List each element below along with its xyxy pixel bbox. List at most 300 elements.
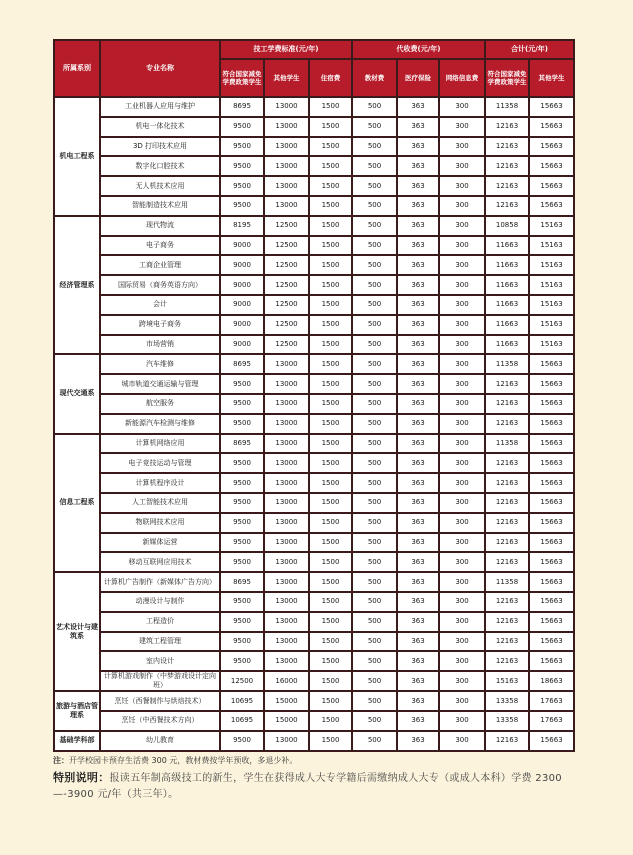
total-eligible-cell: 11358 (485, 434, 529, 454)
total-eligible-cell: 12163 (485, 374, 529, 394)
network-fee-cell: 300 (439, 612, 485, 632)
textbook-fee-cell: 500 (352, 493, 397, 513)
medical-insurance-cell: 363 (397, 414, 439, 434)
table-row (54, 354, 574, 374)
network-fee-cell: 300 (439, 473, 485, 493)
textbook-fee-cell: 500 (352, 374, 397, 394)
major-name-cell: 汽车维修 (100, 354, 220, 374)
lodging-fee-cell: 1500 (309, 711, 352, 731)
network-fee-cell: 300 (439, 414, 485, 434)
medical-insurance-cell: 363 (397, 533, 439, 553)
textbook-fee-cell: 500 (352, 295, 397, 315)
total-other-cell: 15663 (529, 434, 574, 454)
network-fee-cell: 300 (439, 453, 485, 473)
total-other-cell: 15663 (529, 513, 574, 533)
total-eligible-cell: 12163 (485, 651, 529, 671)
lodging-fee-cell: 1500 (309, 651, 352, 671)
total-other-cell: 15663 (529, 414, 574, 434)
total-eligible-cell: 11663 (485, 335, 529, 355)
total-other-cell: 15163 (529, 275, 574, 295)
total-eligible-cell: 12163 (485, 453, 529, 473)
major-name-cell: 电子竞技运动与管理 (100, 453, 220, 473)
medical-insurance-cell: 363 (397, 216, 439, 236)
textbook-fee-cell: 500 (352, 632, 397, 652)
total-eligible-cell: 11358 (485, 572, 529, 592)
tuition-other-cell: 13000 (264, 176, 309, 196)
network-fee-cell: 300 (439, 117, 485, 137)
tuition-other-cell: 12500 (264, 315, 309, 335)
major-name-cell: 工商企业管理 (100, 255, 220, 275)
lodging-fee-cell: 1500 (309, 691, 352, 711)
table-row (54, 691, 574, 711)
tuition-eligible-cell: 9500 (220, 513, 264, 533)
tuition-eligible-cell: 9500 (220, 196, 264, 216)
table-row (54, 592, 574, 612)
major-name-cell: 工业机器人应用与维护 (100, 97, 220, 117)
total-other-cell: 15163 (529, 315, 574, 335)
medical-insurance-cell: 363 (397, 434, 439, 454)
lodging-fee-cell: 1500 (309, 612, 352, 632)
tuition-other-cell: 13000 (264, 354, 309, 374)
network-fee-cell: 300 (439, 137, 485, 157)
major-name-cell: 室内设计 (100, 651, 220, 671)
medical-insurance-cell: 363 (397, 295, 439, 315)
total-eligible-cell: 12163 (485, 117, 529, 137)
total-other-cell: 15663 (529, 354, 574, 374)
lodging-fee-cell: 1500 (309, 513, 352, 533)
major-name-cell: 数字化口腔技术 (100, 156, 220, 176)
medical-insurance-cell: 363 (397, 711, 439, 731)
total-other-cell: 17663 (529, 691, 574, 711)
table-row (54, 671, 574, 691)
header-dept: 所属系别 (54, 40, 100, 97)
major-name-cell: 计算机程序设计 (100, 473, 220, 493)
network-fee-cell: 300 (439, 592, 485, 612)
tuition-other-cell: 13000 (264, 533, 309, 553)
header-tuition-eligible: 符合国家减免学费政策学生 (220, 59, 264, 97)
medical-insurance-cell: 363 (397, 97, 439, 117)
table-row (54, 295, 574, 315)
total-other-cell: 15163 (529, 236, 574, 256)
lodging-fee-cell: 1500 (309, 671, 352, 691)
total-eligible-cell: 11663 (485, 255, 529, 275)
network-fee-cell: 300 (439, 671, 485, 691)
textbook-fee-cell: 500 (352, 731, 397, 751)
textbook-fee-cell: 500 (352, 255, 397, 275)
tuition-eligible-cell: 9000 (220, 335, 264, 355)
medical-insurance-cell: 363 (397, 176, 439, 196)
total-other-cell: 15663 (529, 612, 574, 632)
tuition-eligible-cell: 9500 (220, 651, 264, 671)
medical-insurance-cell: 363 (397, 196, 439, 216)
total-other-cell: 15663 (529, 176, 574, 196)
table-row (54, 255, 574, 275)
total-other-cell: 15663 (529, 592, 574, 612)
major-name-cell: 烹饪（西餐制作与烘焙技术） (100, 691, 220, 711)
header-total-other: 其他学生 (529, 59, 574, 97)
medical-insurance-cell: 363 (397, 354, 439, 374)
table-row (54, 156, 574, 176)
tuition-other-cell: 13000 (264, 651, 309, 671)
table-row (54, 533, 574, 553)
network-fee-cell: 300 (439, 731, 485, 751)
fee-table (53, 39, 575, 752)
tuition-eligible-cell: 9500 (220, 414, 264, 434)
network-fee-cell: 300 (439, 552, 485, 572)
table-row (54, 236, 574, 256)
medical-insurance-cell: 363 (397, 255, 439, 275)
special-note-lead: 特别说明： (53, 771, 110, 784)
department-cell: 艺术设计与建筑系 (54, 572, 100, 691)
textbook-fee-cell: 500 (352, 592, 397, 612)
header-network: 网络信息费 (439, 59, 485, 97)
major-name-cell: 计算机广告制作（新媒体广告方向） (100, 572, 220, 592)
major-name-cell: 计算机网络应用 (100, 434, 220, 454)
lodging-fee-cell: 1500 (309, 731, 352, 751)
textbook-fee-cell: 500 (352, 97, 397, 117)
tuition-eligible-cell: 9500 (220, 592, 264, 612)
total-other-cell: 15163 (529, 295, 574, 315)
network-fee-cell: 300 (439, 216, 485, 236)
major-name-cell: 建筑工程管理 (100, 632, 220, 652)
lodging-fee-cell: 1500 (309, 196, 352, 216)
table-row (54, 513, 574, 533)
lodging-fee-cell: 1500 (309, 394, 352, 414)
total-other-cell: 15663 (529, 473, 574, 493)
tuition-other-cell: 12500 (264, 255, 309, 275)
major-name-cell: 智能制造技术应用 (100, 196, 220, 216)
textbook-fee-cell: 500 (352, 453, 397, 473)
major-name-cell: 国际贸易（商务英语方向） (100, 275, 220, 295)
tuition-eligible-cell: 8695 (220, 434, 264, 454)
table-row (54, 335, 574, 355)
textbook-fee-cell: 500 (352, 394, 397, 414)
tuition-eligible-cell: 8695 (220, 572, 264, 592)
total-other-cell: 15663 (529, 453, 574, 473)
major-name-cell: 烹饪（中西餐技术方向） (100, 711, 220, 731)
textbook-fee-cell: 500 (352, 434, 397, 454)
tuition-eligible-cell: 8695 (220, 354, 264, 374)
tuition-other-cell: 13000 (264, 137, 309, 157)
total-other-cell: 15663 (529, 137, 574, 157)
major-name-cell: 3D 打印技术应用 (100, 137, 220, 157)
medical-insurance-cell: 363 (397, 315, 439, 335)
total-eligible-cell: 13358 (485, 711, 529, 731)
total-other-cell: 15163 (529, 216, 574, 236)
tuition-eligible-cell: 9500 (220, 632, 264, 652)
major-name-cell: 现代物流 (100, 216, 220, 236)
textbook-fee-cell: 500 (352, 236, 397, 256)
lodging-fee-cell: 1500 (309, 434, 352, 454)
total-other-cell: 15663 (529, 117, 574, 137)
total-other-cell: 15663 (529, 552, 574, 572)
total-eligible-cell: 12163 (485, 731, 529, 751)
total-eligible-cell: 12163 (485, 552, 529, 572)
textbook-fee-cell: 500 (352, 176, 397, 196)
tuition-other-cell: 16000 (264, 671, 309, 691)
tuition-other-cell: 13000 (264, 731, 309, 751)
lodging-fee-cell: 1500 (309, 335, 352, 355)
tuition-eligible-cell: 9500 (220, 533, 264, 553)
major-name-cell: 幼儿教育 (100, 731, 220, 751)
total-eligible-cell: 11663 (485, 295, 529, 315)
lodging-fee-cell: 1500 (309, 137, 352, 157)
header-tuition-other: 其他学生 (264, 59, 309, 97)
total-other-cell: 15163 (529, 255, 574, 275)
lodging-fee-cell: 1500 (309, 176, 352, 196)
network-fee-cell: 300 (439, 156, 485, 176)
lodging-fee-cell: 1500 (309, 97, 352, 117)
table-row (54, 651, 574, 671)
lodging-fee-cell: 1500 (309, 414, 352, 434)
table-row (54, 632, 574, 652)
lodging-fee-cell: 1500 (309, 156, 352, 176)
network-fee-cell: 300 (439, 572, 485, 592)
network-fee-cell: 300 (439, 651, 485, 671)
total-other-cell: 18663 (529, 671, 574, 691)
medical-insurance-cell: 363 (397, 552, 439, 572)
table-row (54, 453, 574, 473)
textbook-fee-cell: 500 (352, 335, 397, 355)
network-fee-cell: 300 (439, 711, 485, 731)
medical-insurance-cell: 363 (397, 236, 439, 256)
table-row (54, 315, 574, 335)
total-other-cell: 15663 (529, 533, 574, 553)
tuition-eligible-cell: 9500 (220, 473, 264, 493)
department-cell: 机电工程系 (54, 97, 100, 216)
network-fee-cell: 300 (439, 176, 485, 196)
network-fee-cell: 300 (439, 236, 485, 256)
lodging-fee-cell: 1500 (309, 275, 352, 295)
footnote-lead: 注： (53, 756, 69, 765)
major-name-cell: 航空服务 (100, 394, 220, 414)
textbook-fee-cell: 500 (352, 671, 397, 691)
major-name-cell: 无人机技术应用 (100, 176, 220, 196)
total-eligible-cell: 12163 (485, 473, 529, 493)
major-name-cell: 动漫设计与制作 (100, 592, 220, 612)
medical-insurance-cell: 363 (397, 453, 439, 473)
tuition-other-cell: 12500 (264, 236, 309, 256)
total-other-cell: 15663 (529, 572, 574, 592)
tuition-eligible-cell: 9000 (220, 236, 264, 256)
lodging-fee-cell: 1500 (309, 236, 352, 256)
tuition-other-cell: 13000 (264, 394, 309, 414)
special-note (53, 770, 583, 803)
tuition-other-cell: 12500 (264, 335, 309, 355)
total-eligible-cell: 12163 (485, 414, 529, 434)
table-row (54, 731, 574, 751)
major-name-cell: 电子商务 (100, 236, 220, 256)
major-name-cell: 会计 (100, 295, 220, 315)
table-row (54, 117, 574, 137)
lodging-fee-cell: 1500 (309, 255, 352, 275)
medical-insurance-cell: 363 (397, 275, 439, 295)
medical-insurance-cell: 363 (397, 473, 439, 493)
department-cell: 现代交通系 (54, 354, 100, 433)
medical-insurance-cell: 363 (397, 156, 439, 176)
total-eligible-cell: 11663 (485, 236, 529, 256)
medical-insurance-cell: 363 (397, 731, 439, 751)
network-fee-cell: 300 (439, 354, 485, 374)
department-cell: 旅游与酒店管理系 (54, 691, 100, 731)
tuition-other-cell: 12500 (264, 275, 309, 295)
textbook-fee-cell: 500 (352, 137, 397, 157)
tuition-eligible-cell: 9500 (220, 176, 264, 196)
tuition-other-cell: 13000 (264, 632, 309, 652)
table-row (54, 612, 574, 632)
network-fee-cell: 300 (439, 513, 485, 533)
lodging-fee-cell: 1500 (309, 295, 352, 315)
total-eligible-cell: 12163 (485, 632, 529, 652)
tuition-eligible-cell: 9500 (220, 117, 264, 137)
tuition-other-cell: 13000 (264, 374, 309, 394)
footnote (53, 756, 583, 766)
textbook-fee-cell: 500 (352, 414, 397, 434)
network-fee-cell: 300 (439, 196, 485, 216)
header-total-eligible: 符合国家减免学费政策学生 (485, 59, 529, 97)
tuition-eligible-cell: 8195 (220, 216, 264, 236)
tuition-other-cell: 13000 (264, 434, 309, 454)
special-note-text: 报读五年制高级技工的新生，学生在获得成人大专学籍后需缴纳成人大专（或成人本科）学费 2300—-3900 元/年（共三年）。 (53, 773, 562, 800)
medical-insurance-cell: 363 (397, 671, 439, 691)
tuition-other-cell: 13000 (264, 473, 309, 493)
major-name-cell: 工程造价 (100, 612, 220, 632)
textbook-fee-cell: 500 (352, 612, 397, 632)
medical-insurance-cell: 363 (397, 632, 439, 652)
total-eligible-cell: 11358 (485, 97, 529, 117)
total-other-cell: 17663 (529, 711, 574, 731)
network-fee-cell: 300 (439, 632, 485, 652)
network-fee-cell: 300 (439, 394, 485, 414)
textbook-fee-cell: 500 (352, 513, 397, 533)
tuition-other-cell: 13000 (264, 196, 309, 216)
table-row (54, 414, 574, 434)
textbook-fee-cell: 500 (352, 552, 397, 572)
lodging-fee-cell: 1500 (309, 117, 352, 137)
total-other-cell: 15663 (529, 731, 574, 751)
total-eligible-cell: 11663 (485, 315, 529, 335)
header-textbook: 教材费 (352, 59, 397, 97)
major-name-cell: 人工智能技术应用 (100, 493, 220, 513)
textbook-fee-cell: 500 (352, 533, 397, 553)
medical-insurance-cell: 363 (397, 394, 439, 414)
textbook-fee-cell: 500 (352, 354, 397, 374)
medical-insurance-cell: 363 (397, 651, 439, 671)
total-eligible-cell: 12163 (485, 394, 529, 414)
network-fee-cell: 300 (439, 434, 485, 454)
textbook-fee-cell: 500 (352, 711, 397, 731)
total-other-cell: 15663 (529, 156, 574, 176)
tuition-eligible-cell: 9500 (220, 394, 264, 414)
table-row (54, 176, 574, 196)
network-fee-cell: 300 (439, 255, 485, 275)
tuition-other-cell: 13000 (264, 97, 309, 117)
table-row (54, 275, 574, 295)
table-row (54, 216, 574, 236)
total-eligible-cell: 12163 (485, 493, 529, 513)
medical-insurance-cell: 363 (397, 592, 439, 612)
table-row (54, 493, 574, 513)
medical-insurance-cell: 363 (397, 374, 439, 394)
total-eligible-cell: 13358 (485, 691, 529, 711)
total-other-cell: 15663 (529, 196, 574, 216)
total-eligible-cell: 11663 (485, 275, 529, 295)
lodging-fee-cell: 1500 (309, 473, 352, 493)
lodging-fee-cell: 1500 (309, 552, 352, 572)
textbook-fee-cell: 500 (352, 196, 397, 216)
table-row (54, 97, 574, 117)
table-row (54, 552, 574, 572)
major-name-cell: 市场营销 (100, 335, 220, 355)
tuition-other-cell: 13000 (264, 493, 309, 513)
total-eligible-cell: 12163 (485, 176, 529, 196)
header-collect-group: 代收费(元/年) (352, 40, 485, 59)
tuition-other-cell: 13000 (264, 156, 309, 176)
table-row (54, 394, 574, 414)
lodging-fee-cell: 1500 (309, 453, 352, 473)
tuition-eligible-cell: 9000 (220, 295, 264, 315)
medical-insurance-cell: 363 (397, 137, 439, 157)
tuition-eligible-cell: 9500 (220, 156, 264, 176)
lodging-fee-cell: 1500 (309, 315, 352, 335)
table-row (54, 137, 574, 157)
total-eligible-cell: 12163 (485, 533, 529, 553)
header-row-top (54, 40, 574, 59)
tuition-eligible-cell: 9500 (220, 731, 264, 751)
tuition-eligible-cell: 10695 (220, 691, 264, 711)
textbook-fee-cell: 500 (352, 691, 397, 711)
table-row (54, 434, 574, 454)
lodging-fee-cell: 1500 (309, 632, 352, 652)
lodging-fee-cell: 1500 (309, 493, 352, 513)
tuition-other-cell: 13000 (264, 117, 309, 137)
textbook-fee-cell: 500 (352, 117, 397, 137)
medical-insurance-cell: 363 (397, 513, 439, 533)
total-other-cell: 15663 (529, 394, 574, 414)
lodging-fee-cell: 1500 (309, 354, 352, 374)
total-other-cell: 15663 (529, 632, 574, 652)
major-name-cell: 城市轨道交通运输与管理 (100, 374, 220, 394)
medical-insurance-cell: 363 (397, 612, 439, 632)
tuition-eligible-cell: 10695 (220, 711, 264, 731)
major-name-cell: 物联网技术应用 (100, 513, 220, 533)
header-total-group: 合计(元/年) (485, 40, 574, 59)
total-eligible-cell: 12163 (485, 196, 529, 216)
network-fee-cell: 300 (439, 493, 485, 513)
tuition-eligible-cell: 9500 (220, 374, 264, 394)
network-fee-cell: 300 (439, 374, 485, 394)
lodging-fee-cell: 1500 (309, 533, 352, 553)
tuition-other-cell: 13000 (264, 453, 309, 473)
total-eligible-cell: 12163 (485, 513, 529, 533)
tuition-eligible-cell: 9500 (220, 552, 264, 572)
tuition-other-cell: 13000 (264, 612, 309, 632)
lodging-fee-cell: 1500 (309, 592, 352, 612)
table-row (54, 374, 574, 394)
network-fee-cell: 300 (439, 691, 485, 711)
lodging-fee-cell: 1500 (309, 572, 352, 592)
tuition-other-cell: 12500 (264, 216, 309, 236)
table-row (54, 196, 574, 216)
textbook-fee-cell: 500 (352, 216, 397, 236)
tuition-eligible-cell: 9500 (220, 453, 264, 473)
major-name-cell: 跨境电子商务 (100, 315, 220, 335)
textbook-fee-cell: 500 (352, 572, 397, 592)
network-fee-cell: 300 (439, 97, 485, 117)
network-fee-cell: 300 (439, 315, 485, 335)
tuition-eligible-cell: 9500 (220, 612, 264, 632)
medical-insurance-cell: 363 (397, 335, 439, 355)
